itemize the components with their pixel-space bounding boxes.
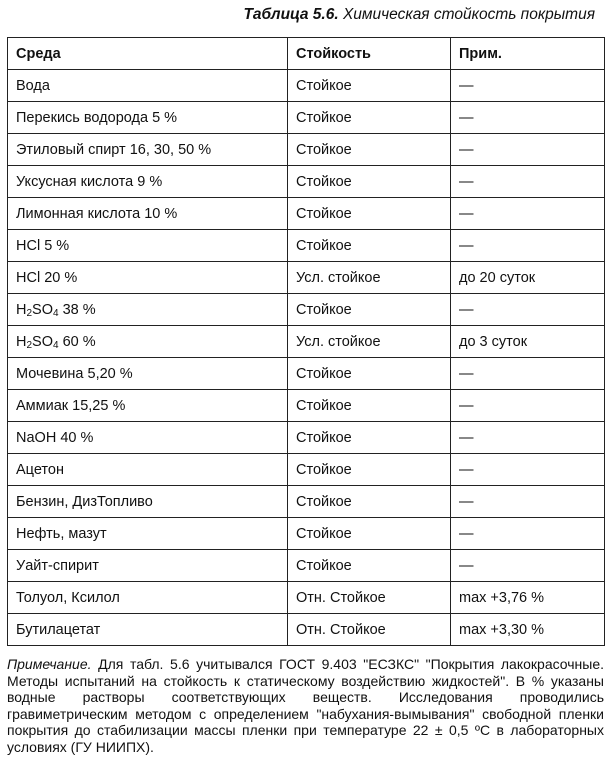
table-row xyxy=(8,230,605,262)
cell-resistance: Стойкое xyxy=(288,198,451,230)
cell-medium: Бутилацетат xyxy=(8,614,288,646)
cell-note: — xyxy=(451,166,605,198)
table-caption-label: Таблица 5.6. xyxy=(243,6,339,23)
cell-resistance: Стойкое xyxy=(288,70,451,102)
cell-resistance: Стойкое xyxy=(288,454,451,486)
table-row xyxy=(8,102,605,134)
cell-resistance: Стойкое xyxy=(288,550,451,582)
cell-medium: Перекись водорода 5 % xyxy=(8,102,288,134)
cell-resistance: Стойкое xyxy=(288,422,451,454)
table-caption-text: Химическая стойкость покрытия xyxy=(338,6,595,23)
table-row xyxy=(8,454,605,486)
cell-note: — xyxy=(451,294,605,326)
cell-medium xyxy=(8,326,288,358)
formula-text: SO xyxy=(32,333,53,350)
cell-note: — xyxy=(451,390,605,422)
cell-medium: Толуол, Ксилол xyxy=(8,582,288,614)
cell-note: — xyxy=(451,70,605,102)
cell-medium: HCl 20 % xyxy=(8,262,288,294)
cell-medium: HCl 5 % xyxy=(8,230,288,262)
header-resistance: Стойкость xyxy=(288,38,451,70)
table-row xyxy=(8,390,605,422)
table-row xyxy=(8,614,605,646)
footnote-text: Для табл. 5.6 учитывался ГОСТ 9.403 "ЕСЗКС" "Покрытия лакокрасочные. Методы испытаний на стойкость к статическому воздействию жидкостей". В % указаны водные растворы соответствующих веществ. Исследования проводились гравиметрическим методом с определением "набухания-вымывания" свободной пленки покрытия до стабилизации массы пленки при температуре 22 ± 0,5 ºС в лабораторных условиях (ГУ НИИПХ). xyxy=(7,656,604,755)
header-medium: Среда xyxy=(8,38,288,70)
table-row xyxy=(8,134,605,166)
cell-resistance: Стойкое xyxy=(288,230,451,262)
cell-medium: Уайт-спирит xyxy=(8,550,288,582)
table-header-row xyxy=(8,38,605,70)
cell-resistance: Отн. Стойкое xyxy=(288,614,451,646)
cell-medium: Этиловый спирт 16, 30, 50 % xyxy=(8,134,288,166)
table-caption xyxy=(243,6,595,24)
cell-note: — xyxy=(451,134,605,166)
table-row xyxy=(8,486,605,518)
cell-medium: Аммиак 15,25 % xyxy=(8,390,288,422)
cell-note: — xyxy=(451,550,605,582)
cell-note: — xyxy=(451,454,605,486)
cell-resistance: Стойкое xyxy=(288,390,451,422)
cell-note: — xyxy=(451,422,605,454)
cell-medium: Мочевина 5,20 % xyxy=(8,358,288,390)
table-row xyxy=(8,518,605,550)
table-row xyxy=(8,582,605,614)
cell-note: — xyxy=(451,230,605,262)
formula-subscript: 2 xyxy=(26,339,33,351)
formula-subscript: 2 xyxy=(26,307,33,319)
table-row xyxy=(8,166,605,198)
table-row xyxy=(8,294,605,326)
cell-note: до 3 суток xyxy=(451,326,605,358)
cell-medium: Вода xyxy=(8,70,288,102)
cell-resistance: Стойкое xyxy=(288,134,451,166)
cell-note: max +3,76 % xyxy=(451,582,605,614)
table-row xyxy=(8,326,605,358)
formula-subscript: 4 xyxy=(53,307,59,319)
table-row xyxy=(8,198,605,230)
cell-medium: NaOH 40 % xyxy=(8,422,288,454)
formula-text: 60 % xyxy=(58,333,96,350)
cell-resistance: Отн. Стойкое xyxy=(288,582,451,614)
table-row xyxy=(8,262,605,294)
cell-medium: Ацетон xyxy=(8,454,288,486)
cell-medium: Уксусная кислота 9 % xyxy=(8,166,288,198)
formula-text: H xyxy=(16,333,27,350)
cell-note: — xyxy=(451,358,605,390)
formula-subscript: 4 xyxy=(53,339,59,351)
formula-text: H xyxy=(16,301,27,318)
table-row xyxy=(8,70,605,102)
cell-note: — xyxy=(451,198,605,230)
cell-medium: Нефть, мазут xyxy=(8,518,288,550)
cell-note: — xyxy=(451,486,605,518)
formula-text: 38 % xyxy=(58,301,96,318)
cell-resistance: Стойкое xyxy=(288,486,451,518)
header-note: Прим. xyxy=(451,38,605,70)
chemical-resistance-table-wrap xyxy=(7,37,604,646)
cell-resistance: Усл. стойкое xyxy=(288,326,451,358)
cell-resistance: Стойкое xyxy=(288,518,451,550)
table-row xyxy=(8,422,605,454)
table-row xyxy=(8,358,605,390)
formula-text: SO xyxy=(32,301,53,318)
cell-resistance: Стойкое xyxy=(288,358,451,390)
cell-note: max +3,30 % xyxy=(451,614,605,646)
cell-medium: Бензин, ДизТопливо xyxy=(8,486,288,518)
cell-resistance: Стойкое xyxy=(288,294,451,326)
cell-note: — xyxy=(451,102,605,134)
cell-medium xyxy=(8,294,288,326)
cell-resistance: Стойкое xyxy=(288,102,451,134)
cell-medium: Лимонная кислота 10 % xyxy=(8,198,288,230)
cell-note: — xyxy=(451,518,605,550)
footnote-label: Примечание. xyxy=(7,656,92,672)
cell-resistance: Стойкое xyxy=(288,166,451,198)
cell-resistance: Усл. стойкое xyxy=(288,262,451,294)
table-body xyxy=(8,70,605,646)
table-row xyxy=(8,550,605,582)
cell-note: до 20 суток xyxy=(451,262,605,294)
chemical-resistance-table xyxy=(7,37,605,646)
footnote xyxy=(7,656,604,755)
